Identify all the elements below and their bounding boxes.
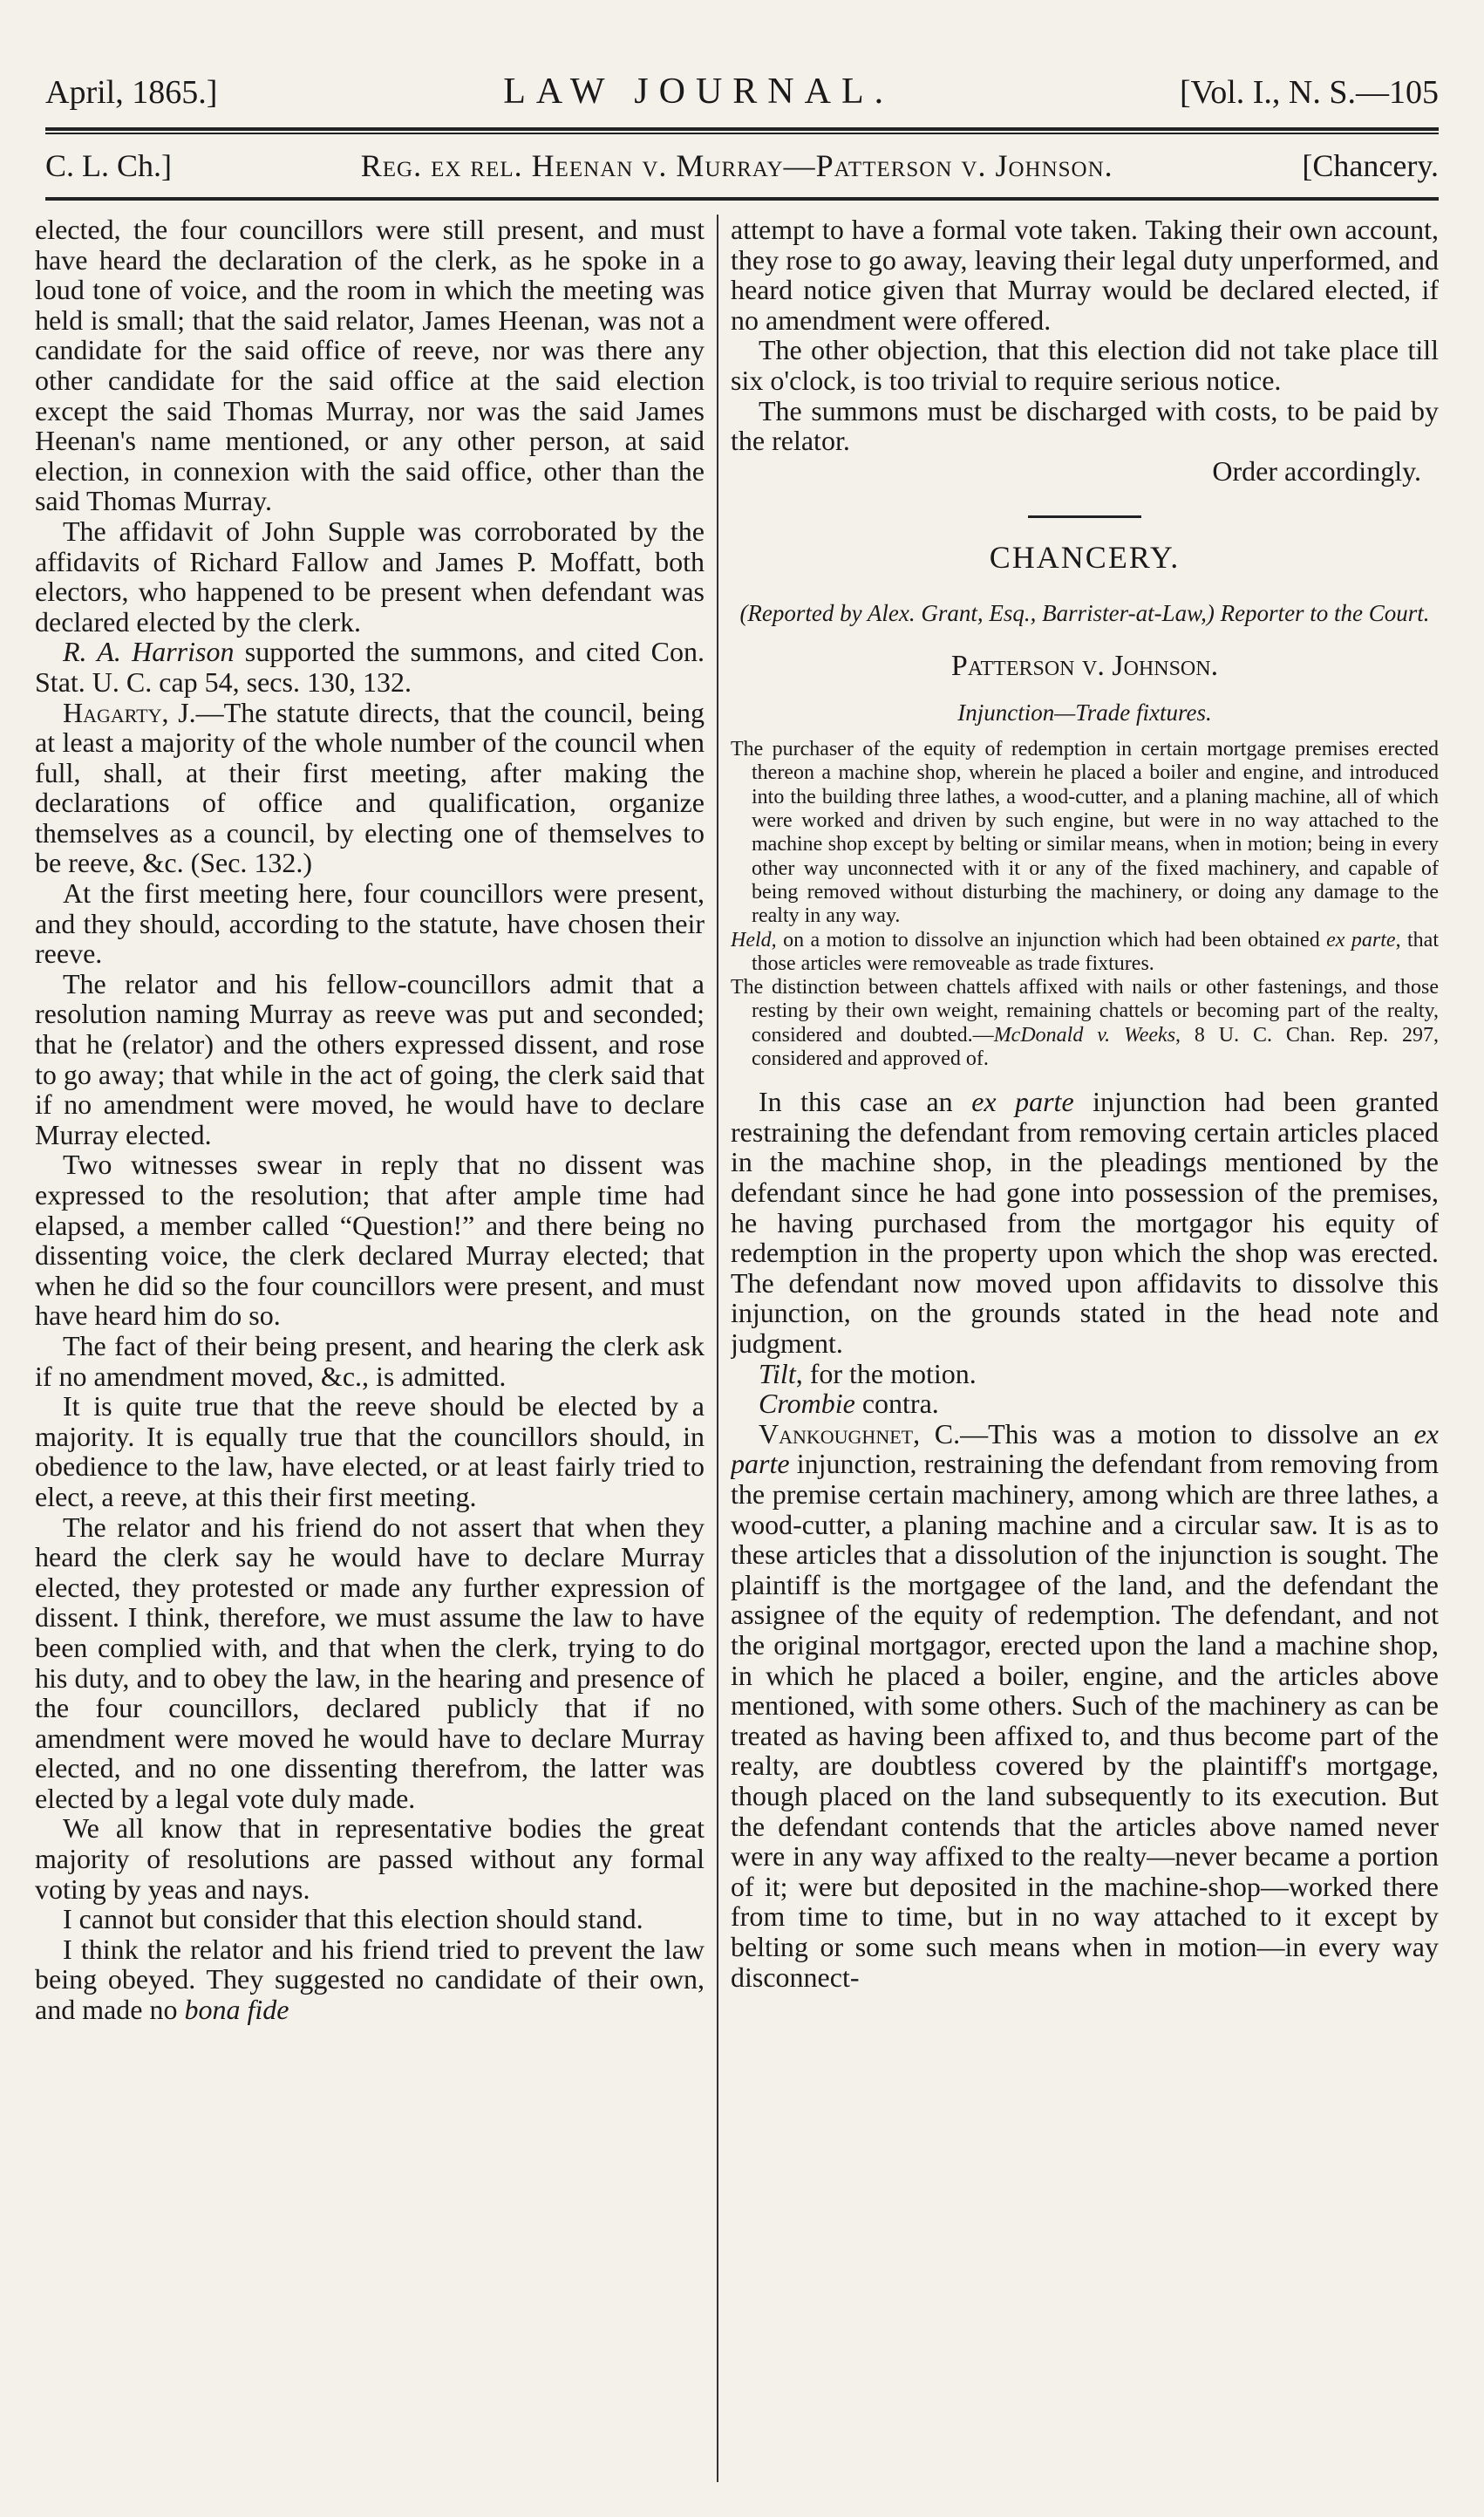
paragraph: elected, the four councillors were still present, and must have heard the declaration of the clerk, as he spoke in a loud tone of voice, and the room in which the meeting was held is small; that the said relator, James Heenan, was not a candidate for the said office of reeve, nor was there any other candidate for the said office at the said election except the said Thomas Murray, nor was the said James Heenan's name mentioned, or any other person, at said election, in connexion with the said office, other than the said Thomas Murray. — [35, 215, 705, 517]
case-citation: McDonald v. Weeks — [993, 1023, 1176, 1047]
case-subject: Injunction—Trade fixtures. — [957, 699, 1212, 726]
paragraph-text: I think the relator and his friend tried to prevent the law being obeyed. They suggested no candidate of their own, and made no — [35, 1933, 705, 2026]
paragraph: It is quite true that the reeve should be elected by a majority. It is equally true that the councillors should, in obedience to the law, have elected, or at least fairly tried to elect, a reeve, at this their first meeting. — [35, 1390, 705, 1512]
paragraph-text: injunction, restraining the defendant from removing from the premise certain machinery, among which are three lathes, a wood-cutter, a planing machine and a circular saw. It is as to these articles that a dissolution of the injunction is sought. The plaintiff is the mortgagee of the land, and the defendant the assignee of the equity of redemption. The defendant, and not the original mortgagor, erected upon the land a machine shop, in which he placed a boiler, engine, and the articles above mentioned, with some others. Such of the machinery as can be treated as having been affixed to, and thus become part of the realty, are doubtless covered by the plaintiff's mortgage, though placed on the land subsequently to its execution. But the defendant contends that the articles above named never were in any way affixed to the realty—never became a portion of it; were but deposited in the machine-shop—worked there from time to time, but in no way attached to it except by belting or some such means when in motion—in every way disconnect- — [731, 1448, 1439, 1993]
paragraph: attempt to have a formal vote taken. Taking their own account, they rose to go away, leaving their legal duty unperformed, and heard notice given that Murray would be declared elected, if no amendment were offered. — [731, 215, 1439, 336]
header-rule-thin — [45, 133, 1439, 134]
paragraph: At the first meeting here, four councillors were present, and they should, according to the statute, have chosen their reeve. — [35, 877, 705, 970]
header-date: April, 1865.] — [45, 74, 218, 111]
running-header — [45, 61, 1439, 122]
reporter-credit: (Reported by Alex. Grant, Esq., Barrister-at-Law,) Reporter to the Court. — [739, 599, 1430, 626]
judge-name: Vankoughnet, C. — [759, 1417, 961, 1449]
right-column — [731, 215, 1439, 2500]
latin-phrase: ex parte — [731, 1417, 1439, 1480]
paragraph-text: —This was a motion to dissolve an — [960, 1417, 1414, 1449]
subheader-rule — [45, 197, 1439, 201]
latin-phrase: bona fide — [184, 1994, 289, 2026]
paragraph — [35, 1934, 705, 2025]
paragraph — [35, 637, 705, 697]
paragraph: The affidavit of John Supple was corroborated by the affidavits of Richard Fallow and James P. Moffatt, both electors, who happened to be present when defendant was declared elected by the clerk. — [35, 515, 705, 638]
paragraph — [731, 1087, 1439, 1358]
headnote-text: , that those articles were removeable as trade fixtures. — [752, 928, 1439, 975]
held-label: Held, — [731, 928, 777, 952]
paragraph: The fact of their being present, and hearing the clerk ask if no amendment moved, &c., is admitted. — [35, 1329, 705, 1392]
paragraph-text: —The statute directs, that the council, being at least a majority of the whole number of the council when full, shall, at their first meeting, after making the declarations of office and qualification, organize themselves as a council, by electing one of themselves to be reeve, &c. (Sec. 132.) — [35, 696, 705, 879]
paragraph — [731, 1359, 1439, 1389]
paragraph-text: In this case an — [759, 1086, 972, 1118]
section-divider — [1028, 515, 1141, 518]
court-left: C. L. Ch.] — [45, 148, 173, 183]
case-header — [45, 138, 1439, 194]
column-divider — [717, 215, 718, 2482]
header-journal-title: LAW JOURNAL. — [503, 72, 895, 112]
case-title: Patterson v. Johnson. — [950, 649, 1219, 682]
headnote-text: The distinction between chattels affixed with nails or other fastenings, and those resting by their own weight, remaining chattels or becoming part of the realty, considered and doubted.— — [731, 976, 1439, 1047]
paragraph — [731, 1388, 1439, 1419]
header-rule — [45, 127, 1439, 131]
case-title-header: Reg. ex rel. Heenan v. Murray—Patterson v. Johnson. — [360, 148, 1113, 183]
headnote-paragraph: The purchaser of the equity of redemption in certain mortgage premises erected thereon a machine shop, wherein he placed a boiler and engine, and introduced into the building three lathes, a wood-cutter, and a planing machine, all of which were worked and driven by such engine, but were in no way attached to the machine shop except by belting or similar means, when in motion; being in every other way unconnected with it or any of the fixed machinery, and capable of being removed without disturbing the machinery, or doing any damage to the realty in any way. — [731, 738, 1439, 928]
paragraph-text: injunction had been granted restraining the defendant from removing certain articles placed in the machine shop, in the pleadings mentioned by the defendant since he had gone into possession of the premises, he having purchased from the mortgagor his equity of redemption in the property upon which the shop was erected. The defendant now moved upon affidavits to dissolve this injunction, on the grounds stated in the head note and judgment. — [731, 1086, 1439, 1360]
left-column — [35, 215, 705, 2500]
paragraph-text: , for the motion. — [795, 1357, 977, 1389]
headnote-text: on a motion to dissolve an injunction which had been obtained — [776, 928, 1327, 952]
latin-phrase: ex parte — [971, 1086, 1074, 1118]
paragraph: The relator and his fellow-councillors admit that a resolution naming Murray as reeve was put and seconded; that he (relator) and the others expressed dissent, and rose to go away; that while in the act of going, the clerk said that if no amendment were moved, he would have to declare Murray elected. — [35, 967, 705, 1150]
paragraph: I cannot but consider that this election should stand. — [63, 1903, 643, 1935]
court-right: [Chancery. — [1302, 148, 1439, 183]
headnote — [731, 738, 1439, 1071]
header-volume: [Vol. I., N. S.—105 — [1180, 74, 1439, 111]
paragraph: We all know that in representative bodies the great majority of resolutions are passed without any formal voting by yeas and nays. — [35, 1812, 705, 1905]
paragraph: Two witnesses swear in reply that no dissent was expressed to the resolution; that after ample time had elapsed, a member called “Question!” and there being no dissenting voice, the clerk declared Murray elected; that when he did so the four councillors were present, and must have heard him do so. — [35, 1149, 705, 1332]
paragraph: The relator and his friend do not assert that when they heard the clerk say he would have to declare Murray elected, they protested or made any further expression of dissent. I think, therefore, we must assume the law to have been complied with, and that when the clerk, trying to do his duty, and to obey the law, in the hearing and presence of the four councillors, declared publicly that if no amendment were moved he would have to declare Murray elected, and no one dissenting therefrom, the latter was elected by a legal vote duly made. — [35, 1511, 705, 1814]
paragraph — [731, 1419, 1439, 1992]
latin-phrase: ex parte — [1326, 928, 1396, 952]
paragraph: The other objection, that this election did not take place till six o'clock, is too trivial to require serious notice. — [731, 334, 1439, 396]
paragraph: The summons must be discharged with costs, to be paid by the relator. — [731, 394, 1439, 457]
headnote-paragraph — [731, 929, 1439, 977]
paragraph — [35, 698, 705, 879]
paragraph-text: contra. — [854, 1388, 939, 1420]
counsel-name: R. A. Harrison — [63, 636, 235, 668]
section-title: CHANCERY. — [989, 540, 1181, 576]
headnote-text: , 8 U. C. Chan. Rep. 297, considered and approved of. — [752, 1023, 1439, 1070]
counsel-name: Crombie — [759, 1388, 855, 1420]
judge-name: Hagarty, J. — [63, 696, 196, 728]
paragraph-text: supported the summons, and cited Con. Stat. U. C. cap 54, secs. 130, 132. — [35, 636, 705, 698]
headnote-paragraph — [731, 976, 1439, 1071]
order-line: Order accordingly. — [1212, 454, 1421, 487]
counsel-name: Tilt — [759, 1357, 796, 1389]
